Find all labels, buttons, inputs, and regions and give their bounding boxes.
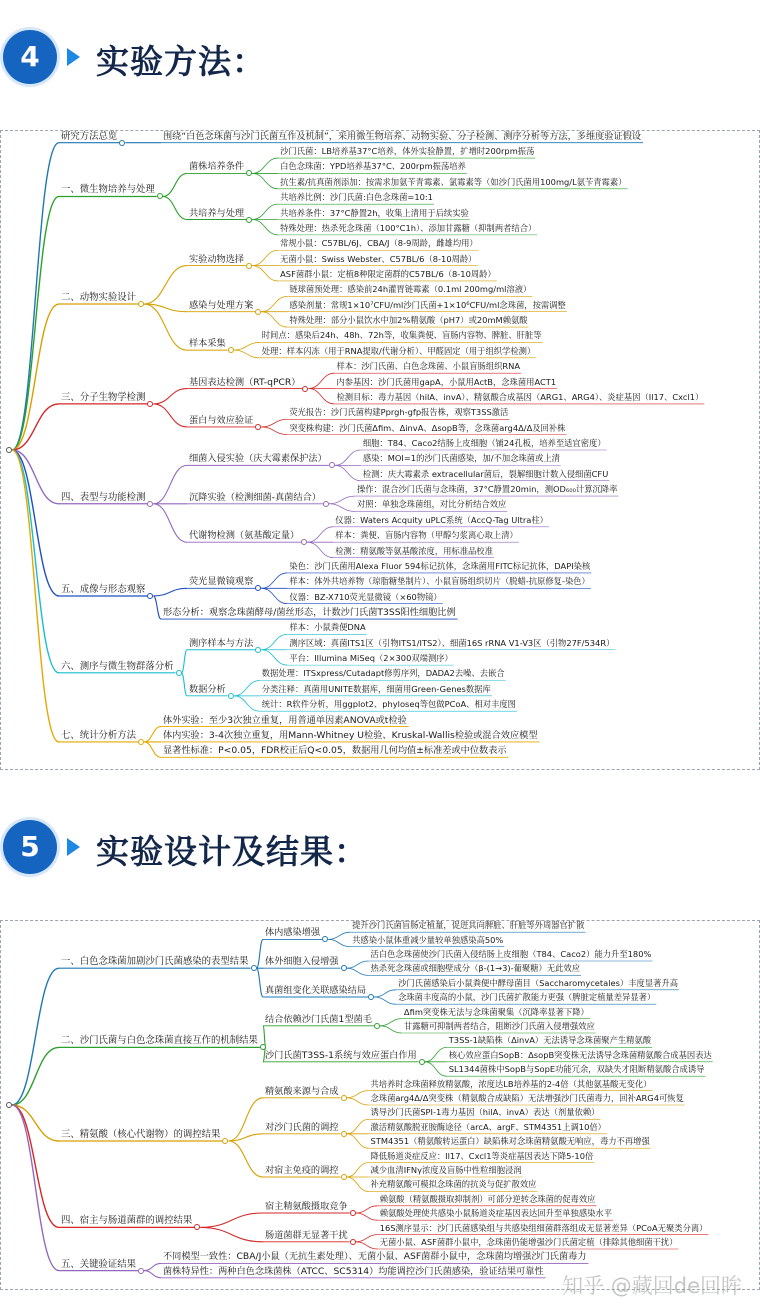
branch-line [200, 1227, 263, 1241]
branch-line [261, 419, 287, 427]
leaf-label: 操作：混合沙门氏菌与念珠菌，37°C静置20min，测OD₆₀₀计算沉降率 [356, 484, 618, 495]
sub-branch-label: 沉降实验（检测细菌-真菌结合） [189, 491, 321, 503]
leaf-label: 内参基因：沙门氏菌用gapA，小鼠用ActB，念珠菌用ACT1 [336, 376, 557, 387]
leaf-label: 特殊处理：热杀死念珠菌（100°C1h）、添加甘露糖（抑制两者结合） [280, 222, 537, 233]
leaf-label: 核心效应蛋白SopB：ΔsopB突变株无法诱导念珠菌精氨酸合成基因表达 [448, 1049, 712, 1060]
methods-mind-map [0, 130, 760, 770]
leaf-label: Δfim突变株无法与念珠菌聚集（沉降率显著下降） [403, 1006, 589, 1017]
branch-line [356, 1235, 378, 1242]
sub-branch-label: 形态分析：观察念珠菌酵母/菌丝形态，计数沙门氏菌T3SS阳性细胞比例 [163, 607, 456, 619]
branch-line [380, 1026, 402, 1033]
branch-line [228, 1141, 263, 1177]
leaf-label: 统计：R软件分析，用ggplot2、phyloseq等包做PCoA、相对丰度图 [261, 699, 516, 710]
branch-line [347, 961, 369, 968]
sub-branch-label: 肠道菌群无显著干扰 [265, 1229, 348, 1241]
branch-label: 三、分子生物学检测 [61, 391, 146, 403]
sub-branch-node [341, 965, 347, 971]
branch-line [234, 342, 260, 350]
branch-line [261, 634, 287, 649]
leaf-label: 白色念珠菌：YPD培养基37°C、200rpm振荡培养 [280, 161, 466, 172]
leaf-label: 特殊处理：部分小鼠饮水中加2%精氨酸（pH7）或20mM赖氨酸 [289, 315, 528, 326]
sub-branch-label: 体外实验：至少3次独立重复，用普通单因素ANOVA或t检验 [163, 714, 407, 726]
sub-branch-label: 菌株特异性：两种白色念珠菌株（ATCC、SC5314）均能调控沙门氏菌感染，验证结果可靠性 [163, 1265, 544, 1277]
branch-label: 六、测序与微生物群落分析 [61, 660, 174, 672]
branch-line [347, 1119, 369, 1133]
leaf-label: 突变株构建：沙门氏菌Δfim、ΔinvA、ΔsopB等，念珠菌arg4Δ/Δ及回补株 [289, 422, 566, 433]
leaf-label: 感染剂量：常规1×10⁷CFU/ml沙门氏菌+1×10⁶CFU/ml念珠菌，按需调整 [289, 299, 566, 310]
sub-branch-label: 蛋白与效应验证 [189, 414, 254, 426]
leaf-label: SL1344菌株中SopB与SopE功能冗余，双缺失才阻断精氨酸合成诱导 [448, 1064, 705, 1075]
sub-branch-node [228, 693, 234, 699]
branch-line [308, 389, 334, 404]
branch-lines [1, 921, 760, 1289]
branch-line [347, 1134, 369, 1148]
sub-branch-node [228, 347, 234, 353]
branch-line [347, 1177, 369, 1191]
leaf-label: 无菌小鼠：Swiss Webster、C57BL/6（8-10周龄） [280, 253, 477, 264]
branch-line [347, 1091, 369, 1098]
leaf-label: 链球菌预处理：感染前24h灌胃链霉素（0.1ml 200mg/ml溶液） [289, 284, 532, 295]
branch-line [12, 968, 59, 1105]
branch-line [425, 1062, 447, 1076]
branch-node [119, 140, 125, 146]
branch-line [252, 250, 278, 265]
branch-label: 七、统计分析方法 [61, 729, 137, 741]
root-node [6, 447, 12, 453]
leaf-label: 沙门氏菌：LB培养基37°C培养，体外实验静置，扩增时200rpm振荡 [280, 146, 535, 157]
branch-line [12, 1047, 59, 1105]
leaf-label: 16S测序显示：沙门氏菌感染组与共感染组细菌群落组成无显著差异（PCoA无聚类分离） [379, 1222, 708, 1233]
root-node [6, 1102, 12, 1108]
sub-branch-label: 样本采集 [189, 338, 226, 350]
leaf-label: 检测：精氨酸等氨基酸浓度，用标准品校准 [335, 545, 493, 556]
branch-line [12, 196, 59, 450]
sub-branch-label: 数据分析 [189, 683, 226, 695]
sub-branch-label: 体外细胞入侵增强 [265, 956, 339, 968]
leaf-label: 样本：沙门氏菌、白色念珠菌、小鼠盲肠组织RNA [336, 361, 521, 372]
sub-branch-node [246, 217, 252, 223]
leaf-label: 对照：单独念珠菌组，对比分析结合效应 [356, 499, 507, 510]
sub-branch-label: 沙门氏菌T3SS-1系统与效应蛋白作用 [265, 1049, 417, 1061]
branch-line [153, 596, 161, 619]
branch-line [329, 496, 355, 504]
sub-branch-node [350, 1239, 356, 1245]
branch-line [163, 196, 187, 219]
branch-line [347, 1098, 369, 1105]
branch-node [138, 301, 144, 307]
leaf-label: 提升沙门氏菌盲肠定植量，促进其向脾脏、肝脏等外周器官扩散 [352, 920, 585, 931]
sub-branch-node [374, 1023, 380, 1029]
branch-line [144, 727, 161, 742]
leaf-label: ASF菌群小鼠：定植8种限定菌群的C57BL/6（8-10周龄） [280, 268, 496, 279]
leaf-label: 抗生素/抗真菌剂添加：按需求加氨苄青霉素、氯霉素等（如沙门氏菌用100mg/L氨苄青霉素） [280, 176, 627, 187]
leaf-label: 检测目标：毒力基因（hilA、invA）、精氨酸合成基因（ARG1、ARG4）、炎症基因（Il17、Cxcl1） [336, 391, 704, 402]
branch-label: 三、精氨酸（核心代谢物）的调控结果 [61, 1129, 221, 1140]
sub-branch-label: 对沙门氏菌的调控 [265, 1121, 339, 1133]
section-number-badge [3, 30, 57, 84]
branch-node [251, 965, 257, 971]
leaf-label: 沙门氏菌感染后小鼠粪便中酵母菌目（Saccharomycetales）丰度显著升高 [398, 977, 679, 988]
sub-branch-label: 围绕“白色念珠菌与沙门氏菌互作及机制”，采用微生物培养、动物实验、分子检测、测序分析等方法，多维度验证假设 [163, 130, 642, 142]
branch-line [380, 1019, 402, 1026]
leaf-label: 甘露糖可抑制两者结合，阻断沙门氏菌入侵增强效应 [403, 1021, 595, 1031]
leaf-label: 时间点：感染后24h、48h、72h等，收集粪便、盲肠内容物、脾脏、肝脏等 [261, 330, 542, 341]
leaf-label: 处理：样本闪冻（用于RNA提取/代谢分析）、甲醛固定（用于组织学检测） [261, 345, 536, 356]
branch-line [374, 990, 396, 997]
leaf-label: 感染：MOI=1的沙门氏菌感染，加/不加念珠菌或上清 [362, 453, 560, 464]
leaf-label: 共感染小鼠体重减少量较单独感染高50% [352, 934, 504, 945]
branch-line [12, 1105, 59, 1271]
branch-label: 五、成像与形态观察 [61, 583, 146, 595]
branch-label: 四、表型与功能检测 [61, 491, 146, 503]
leaf-label: 降低肠道炎症反应：Il17、Cxcl1等炎症基因表达下降5-10倍 [370, 1150, 594, 1161]
branch-line [153, 465, 187, 503]
branch-line [347, 968, 369, 975]
leaf-label: 染色：沙门氏菌用Alexa Fluor 594标记抗体，念珠菌用FITC标记抗体，DAPI染核 [289, 560, 591, 571]
branch-line [163, 173, 187, 196]
branch-label: 二、沙门氏菌与白色念珠菌直接互作的机制结果 [61, 1035, 258, 1047]
leaf-label: 测序区域：真菌ITS1区（引物ITS1/ITS2）、细菌16S rRNA V1-V3区（引物27F/534R） [289, 637, 615, 648]
branch-line [347, 1163, 369, 1177]
leaf-label: 激活精氨酸脱亚胺酶途径（arcA、argF、STM4351上调10倍） [370, 1121, 606, 1132]
branch-line [356, 1242, 378, 1249]
leaf-label: 热杀死念珠菌或细胞壁成分（β-(1→3)-葡聚糖）无此效应 [370, 963, 581, 974]
sub-branch-node [341, 1174, 347, 1180]
leaf-label: T3SS-1缺陷株（ΔinvA）无法诱导念珠菌聚产生精氨酸 [448, 1035, 652, 1046]
branch-line [374, 997, 396, 1004]
sub-branch-label: 体内实验：3-4次独立重复，用Mann-Whitney U检验、Kruskal-Wallis检验或混合效应模型 [163, 729, 538, 741]
leaf-label: 分类注释：真菌用UNITE数据库，细菌用Green-Genes数据库 [261, 683, 491, 694]
leaf-label: 共培养比例：沙门氏菌:白色念珠菌=10:1 [280, 192, 433, 203]
branch-line [200, 1213, 263, 1227]
sub-branch-label: 结合依赖沙门氏菌1型菌毛 [265, 1013, 372, 1025]
section-4-header [0, 8, 760, 98]
sub-branch-node [341, 1095, 347, 1101]
sub-branch-label: 代谢物检测（氨基酸定量） [189, 530, 300, 542]
branch-label: 研究方法总览 [61, 130, 118, 142]
sub-branch-label: 体内感染增强 [265, 927, 321, 939]
branch-line [252, 266, 278, 281]
leaf-label: 诱导沙门氏菌SPI-1毒力基因（hilA、invA）表达（剂量依赖） [370, 1107, 600, 1118]
sub-branch-label: 细菌入侵实验（庆大霉素保护法） [189, 453, 327, 465]
branch-line [328, 932, 350, 939]
sub-branch-label: 基因表达检测（RT-qPCR） [189, 376, 301, 388]
branch-line [257, 939, 263, 968]
leaf-label: 念珠菌丰度高的小鼠，沙门氏菌扩散能力更强（脾脏定植量差异显著） [398, 992, 656, 1003]
branch-node [138, 1268, 144, 1274]
section-number: 4 [20, 40, 40, 73]
sub-branch-label: 荧光显微镜观察 [189, 576, 254, 588]
branch-line [12, 143, 59, 450]
branch-node [138, 739, 144, 745]
sub-branch-node [323, 501, 329, 507]
branch-line [144, 1263, 161, 1270]
branch-line [261, 588, 287, 603]
leaf-label: 共培养条件：37°C静置2h，收集上清用于后续实验 [280, 207, 469, 218]
branch-line [252, 158, 278, 173]
branch-line [307, 527, 333, 542]
branch-line [356, 1206, 378, 1213]
branch-line [182, 673, 187, 696]
leaf-label: 念珠菌arg4Δ/Δ突变株（精氨酸合成缺陷）无法增强沙门氏菌毒力，回补ARG4可恢复 [370, 1093, 684, 1103]
branch-line [261, 427, 287, 435]
sub-branch-label: 实验动物选择 [189, 253, 245, 265]
leaf-label: 常规小鼠：C57BL/6J、CBA/J（8-9周龄，雌雄均用） [280, 238, 478, 249]
play-arrow-icon [67, 838, 80, 856]
section-5-header [0, 800, 760, 890]
branch-line [329, 504, 355, 512]
leaf-label: 仪器：Waters Acquity uPLC系统（AccQ-Tag Ultra柱） [335, 514, 548, 525]
leaf-label: 补充精氨酸可模拟念珠菌的抗炎与促扩散效应 [370, 1179, 537, 1190]
branch-line [234, 696, 260, 711]
branch-line [335, 465, 361, 480]
sub-branch-label: 真菌组变化关联感染结局 [265, 985, 367, 996]
branch-label: 一、白色念珠菌加剧沙门氏菌感染的表型结果 [61, 956, 249, 968]
sub-branch-label: 精氨酸来源与合成 [265, 1085, 339, 1097]
sub-branch-label: 宿主精氨酸摄取竞争 [265, 1201, 348, 1212]
branch-line [153, 588, 187, 596]
play-arrow-icon [67, 48, 80, 66]
branch-line [425, 1047, 447, 1061]
leaf-label: 活白色念珠菌使沙门氏菌入侵结肠上皮细胞（T84、Caco2）能力升至180% [370, 949, 652, 959]
branch-line [234, 680, 260, 695]
leaf-label: 赖氨酸（精氨酸摄取抑制剂）可部分逆转念珠菌的促毒效应 [379, 1193, 596, 1204]
branch-line [356, 1213, 378, 1220]
sub-branch-label: 菌株培养条件 [189, 161, 245, 173]
section-number-badge [3, 820, 57, 874]
sub-branch-node [419, 1059, 425, 1065]
leaf-label: 无菌小鼠、ASF菌群小鼠中，念珠菌仍能增强沙门氏菌定植（排除其他细菌干扰） [379, 1237, 678, 1247]
branch-line [153, 389, 187, 404]
sub-branch-label: 测序样本与方法 [189, 637, 254, 649]
sub-branch-label: 感染与处理方案 [189, 299, 254, 311]
branch-label: 四、宿主与肠道菌群的调控结果 [61, 1215, 193, 1227]
branch-line [335, 450, 361, 465]
sub-branch-node [246, 263, 252, 269]
sub-branch-node [350, 1210, 356, 1216]
branch-label: 二、动物实验设计 [61, 292, 137, 304]
leaf-label: 减少血清IFNγ浓度及盲肠中性粒细胞浸润 [370, 1165, 522, 1175]
section-title: 实验方法： [96, 42, 266, 81]
branch-line [261, 312, 287, 327]
sub-branch-label: 不同模型一致性：CBA/J小鼠（无抗生素处理）、无菌小鼠、ASF菌群小鼠中，念珠菌均增强沙门氏菌毒力 [163, 1251, 587, 1263]
branch-line [308, 373, 334, 388]
section-number: 5 [20, 830, 40, 863]
sub-branch-label: 共培养与处理 [189, 207, 245, 219]
leaf-label: 样本：体外共培养物（琼脂糖垫制片）、小鼠盲肠组织切片（脱蜡-抗原修复-染色） [289, 576, 590, 587]
branch-line [12, 450, 59, 742]
branch-line [153, 504, 187, 542]
section-title: 实验设计及结果： [96, 832, 368, 871]
branch-line [12, 450, 59, 673]
leaf-label: 样本：粪便、盲肠内容物（甲醇匀浆离心取上清） [335, 530, 518, 541]
leaf-label: 平台：Illumina MiSeq（2×300双端测序） [289, 653, 453, 664]
branch-label: 五、关键验证结果 [61, 1258, 137, 1270]
branch-line [234, 350, 260, 358]
leaf-label: 共培养时念珠菌释放精氨酸，浓度达LB培养基的2-4倍（其他氨基酸无变化） [370, 1078, 652, 1089]
branch-line [261, 296, 287, 311]
branch-line [257, 968, 263, 997]
branch-line [307, 542, 333, 557]
sub-branch-node [341, 1131, 347, 1137]
branch-line [252, 204, 278, 219]
branch-label: 一、微生物培养与处理 [61, 184, 155, 196]
sub-branch-label: 对宿主免疫的调控 [265, 1165, 339, 1176]
leaf-label: STM4351（精氨酸转运蛋白）缺陷株对念珠菌精氨酸无响应，毒力不再增强 [370, 1136, 650, 1147]
branch-line [261, 650, 287, 665]
branch-line [144, 742, 161, 757]
leaf-label: 荧光报告：沙门氏菌构建Pprgh-gfp报告株，观察T3SS激活 [289, 407, 509, 418]
branch-line [182, 650, 187, 673]
leaf-label: 仪器：BZ-X710荧光显微镜（×60物镜） [289, 591, 442, 602]
branch-line [261, 573, 287, 588]
branch-line [144, 1271, 161, 1278]
sub-branch-label: 显著性标准：P<0.05，FDR校正后Q<0.05，数据用几何均值±标准差或中位数表示 [163, 745, 507, 757]
branch-line [328, 939, 350, 946]
watermark: 知乎 @藏回de回眸 [562, 1274, 742, 1298]
leaf-label: 细胞：T84、Caco2结肠上皮细胞（铺24孔板，培养至适宜密度） [362, 438, 606, 448]
branch-line [252, 220, 278, 235]
branch-line [12, 404, 59, 450]
branch-node [176, 670, 182, 676]
leaf-label: 检测：庆大霉素杀 extracellular菌后，裂解细胞计数入侵细菌CFU [362, 468, 609, 479]
branch-line [144, 266, 187, 304]
leaf-label: 样本：小鼠粪便DNA [289, 622, 366, 633]
results-mind-map [0, 920, 760, 1290]
branch-line [12, 450, 59, 596]
branch-line [153, 404, 187, 427]
leaf-label: 数据处理：ITSxpress/Cutadapt修剪序列，DADA2去噪、去嵌合 [261, 668, 505, 679]
branch-line [252, 173, 278, 188]
leaf-label: 赖氨酸处理使共感染小鼠肠道炎症基因表达回升至单独感染水平 [379, 1208, 613, 1219]
